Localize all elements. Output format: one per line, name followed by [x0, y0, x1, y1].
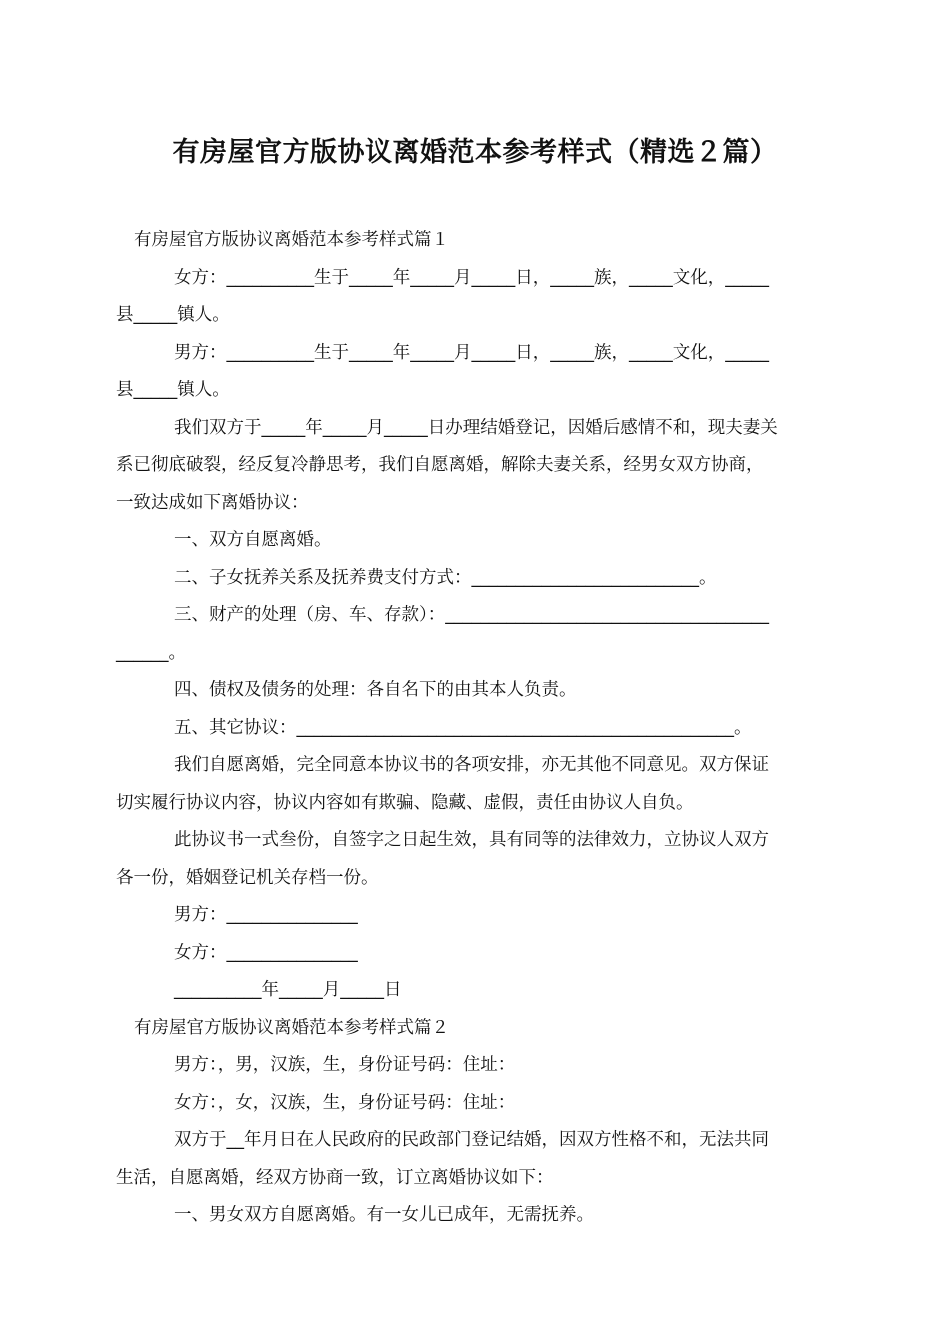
intro-line-3: 一致达成如下离婚协议：: [116, 492, 309, 513]
signature-male: 男方：_______________: [174, 905, 358, 925]
clause-1: 一、双方自愿离婚。: [174, 530, 332, 550]
copies-line-2: 各一份，婚姻登记机关存档一份。: [116, 867, 379, 888]
section-heading-1: 有房屋官方版协议离婚范本参考样式篇１: [134, 230, 449, 250]
party-female: 女方：，女，汉族，生，身份证号码：住址：: [174, 1092, 516, 1113]
party-male: 男方：，男，汉族，生，身份证号码：住址：: [174, 1055, 516, 1075]
statement-line-2: 切实履行协议内容，协议内容如有欺骗、隐藏、虚假，责任由协议人自负。: [116, 792, 694, 813]
intro-line-1: 我们双方于_____年_____月_____日办理结婚登记，因婚后感情不和，现夫妻关: [174, 417, 778, 438]
signature-female: 女方：_______________: [174, 942, 358, 963]
intro-line-2: 系已彻底破裂，经反复冷静思考，我们自愿离婚，解除夫妻关系，经男女双方协商，: [116, 455, 764, 475]
female-info-line-1: 女方：__________生于_____年_____月_____日，_____族，_____文化，_____: [174, 267, 769, 288]
part2-intro-line-1: 双方于__年月日在人民政府的民政部门登记结婚，因双方性格不和，无法共同: [174, 1130, 769, 1150]
clause-3-line-2: ______。: [116, 642, 186, 663]
part2-intro-line-2: 生活，自愿离婚，经双方协商一致，订立离婚协议如下：: [116, 1167, 554, 1188]
document-body: [116, 222, 836, 1235]
statement-line-1: 我们自愿离婚，完全同意本协议书的各项安排，亦无其他不同意见。双方保证: [174, 755, 769, 775]
clause-4: 四、债权及债务的处理：各自名下的由其本人负责。: [174, 680, 577, 700]
clause-2: 二、子女抚养关系及抚养费支付方式：__________________________。: [174, 567, 717, 588]
clause-3-line-1: 三、财产的处理（房、车、存款）：_____________________________________: [174, 605, 769, 625]
signature-date: __________年_____月_____日: [174, 980, 402, 1000]
male-info-line-2: 县_____镇人。: [116, 380, 230, 400]
part2-clause-1: 一、男女双方自愿离婚。有一女儿已成年，无需抚养。: [174, 1205, 594, 1225]
copies-line-1: 此协议书一式叁份，自签字之日起生效，具有同等的法律效力，立协议人双方: [174, 830, 769, 850]
clause-5: 五、其它协议：__________________________________________________。: [174, 717, 752, 738]
section-heading-2: 有房屋官方版协议离婚范本参考样式篇２: [134, 1017, 449, 1038]
male-info-line-1: 男方：__________生于_____年_____月_____日，_____族，_____文化，_____: [174, 342, 769, 363]
female-info-line-2: 县_____镇人。: [116, 305, 230, 325]
document-title: 有房屋官方版协议离婚范本参考样式（精选２篇）: [172, 137, 778, 168]
